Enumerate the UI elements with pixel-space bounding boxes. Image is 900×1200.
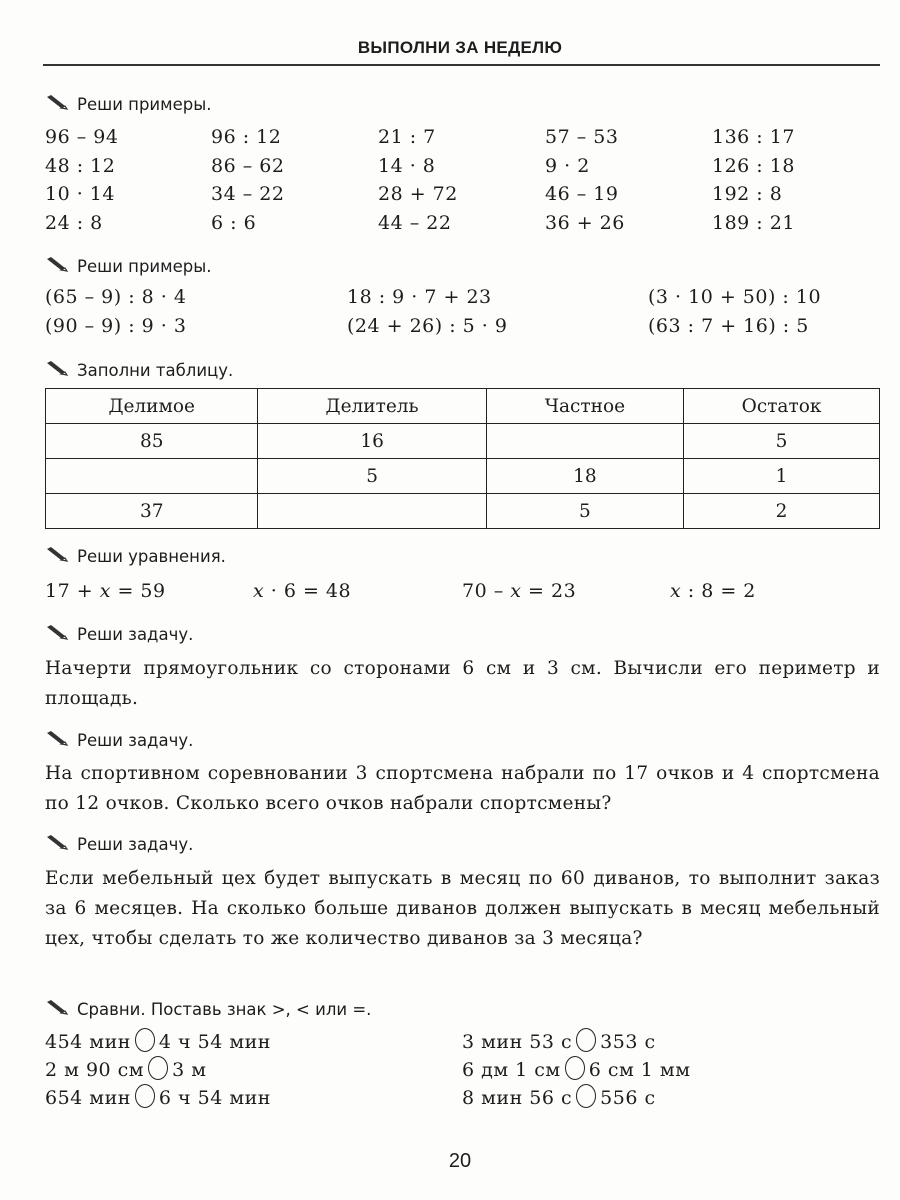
table-cell: 85	[46, 424, 258, 459]
left-value: 654 мин	[45, 1087, 131, 1109]
answer-circle[interactable]	[135, 1084, 155, 1108]
right-value: 353 с	[600, 1031, 656, 1053]
page-title: ВЫПОЛНИ ЗА НЕДЕЛЮ	[357, 38, 563, 57]
example: 96 : 12	[211, 126, 282, 148]
heading-text: Реши примеры.	[77, 257, 212, 276]
example: 34 – 22	[211, 183, 285, 205]
column-header: Частное	[486, 389, 683, 424]
example: 96 – 94	[45, 126, 119, 148]
example: 28 + 72	[378, 183, 458, 205]
equation: x · 6 = 48	[253, 580, 352, 602]
section-heading	[45, 256, 212, 276]
heading-text: Реши задачу.	[77, 731, 194, 750]
heading-text: Сравни. Поставь знак >, < или =.	[77, 1000, 372, 1019]
section-heading	[45, 730, 193, 750]
pencil-icon	[45, 834, 69, 854]
heading-text: Реши примеры.	[77, 95, 212, 114]
example: (3 · 10 + 50) : 10	[648, 286, 822, 308]
example: 6 : 6	[211, 211, 257, 234]
example: 46 – 19	[545, 183, 619, 205]
example: (24 + 26) : 5 · 9	[347, 314, 508, 337]
task-text: Если мебельный цех будет выпускать в месяц по 60 диванов, то выполнит заказ за 6 месяцев. На сколько больше диванов должен выпускать в месяц мебельный цех, чтобы сделать то же количество диванов за 3 месяца?	[45, 868, 880, 949]
pencil-icon	[45, 999, 69, 1019]
pencil-icon	[45, 730, 69, 750]
page-number: 20	[448, 1150, 472, 1172]
answer-circle[interactable]	[576, 1028, 596, 1052]
right-value: 6 ч 54 мин	[158, 1087, 271, 1109]
header-divider	[43, 64, 880, 66]
left-value: 3 мин 53 с	[462, 1031, 573, 1053]
division-table	[45, 388, 880, 529]
comparison-item	[462, 1028, 656, 1053]
table-cell: 5	[258, 459, 486, 494]
pencil-icon	[45, 360, 69, 380]
table-cell: 16	[258, 424, 486, 459]
example: 126 : 18	[712, 154, 795, 177]
example: 10 · 14	[45, 183, 115, 205]
column-header: Делитель	[258, 389, 486, 424]
right-value: 3 м	[172, 1059, 207, 1081]
heading-text: Реши задачу.	[77, 835, 194, 854]
left-value: 454 мин	[45, 1031, 131, 1053]
table-row	[46, 494, 880, 529]
table-cell[interactable]	[486, 424, 683, 459]
equation: 17 + x = 59	[45, 580, 166, 602]
pencil-icon	[45, 256, 69, 276]
heading-text: Реши задачу.	[77, 625, 194, 644]
example: 86 – 62	[211, 154, 285, 177]
example: 36 + 26	[545, 211, 625, 234]
example: 136 : 17	[712, 126, 795, 148]
task-text: Начерти прямоугольник со сторонами 6 см и 3 см. Вычисли его периметр и площадь.	[45, 658, 880, 709]
answer-circle[interactable]	[565, 1056, 585, 1080]
example: 189 : 21	[712, 211, 795, 234]
comparison-item	[462, 1056, 690, 1081]
right-value: 556 с	[600, 1087, 656, 1109]
table-row	[46, 424, 880, 459]
answer-circle[interactable]	[148, 1056, 168, 1080]
right-value: 6 см 1 мм	[588, 1059, 691, 1081]
section-heading	[45, 94, 212, 114]
section-heading	[45, 624, 193, 644]
example: 44 – 22	[378, 211, 452, 234]
table-cell[interactable]	[46, 459, 258, 494]
left-value: 2 м 90 см	[45, 1059, 145, 1081]
table-cell: 5	[684, 424, 880, 459]
section-heading	[45, 360, 233, 380]
pencil-icon	[45, 546, 69, 566]
column-header: Остаток	[684, 389, 880, 424]
comparison-item	[45, 1056, 207, 1081]
comparison-item	[45, 1084, 271, 1109]
example: 24 : 8	[45, 211, 103, 234]
example: 57 – 53	[545, 126, 619, 148]
example: (65 – 9) : 8 · 4	[45, 286, 187, 308]
example: 192 : 8	[712, 183, 783, 205]
example: 9 · 2	[545, 154, 590, 177]
comparison-item	[462, 1084, 656, 1109]
table-cell[interactable]	[258, 494, 486, 529]
table-cell: 1	[684, 459, 880, 494]
table-cell: 18	[486, 459, 683, 494]
example: 48 : 12	[45, 154, 116, 177]
table-cell: 5	[486, 494, 683, 529]
task-text: На спортивном соревновании 3 спортсмена набрали по 17 очков и 4 спортсмена по 12 очков. Сколько всего очков набрали спортсмены?	[45, 763, 880, 814]
answer-circle[interactable]	[576, 1084, 596, 1108]
column-header: Делимое	[46, 389, 258, 424]
table-header	[46, 389, 880, 424]
example: 21 : 7	[378, 126, 436, 148]
section-heading	[45, 834, 193, 854]
example: (90 – 9) : 9 · 3	[45, 314, 187, 337]
pencil-icon	[45, 94, 69, 114]
table-row	[46, 459, 880, 494]
left-value: 8 мин 56 с	[462, 1087, 573, 1109]
equation: 70 – x = 23	[462, 580, 577, 602]
example: 14 · 8	[378, 154, 436, 177]
left-value: 6 дм 1 см	[462, 1059, 561, 1081]
example: (63 : 7 + 16) : 5	[648, 314, 809, 337]
table-cell: 37	[46, 494, 258, 529]
section-heading	[45, 999, 371, 1019]
table-cell: 2	[684, 494, 880, 529]
answer-circle[interactable]	[135, 1028, 155, 1052]
heading-text: Реши уравнения.	[77, 547, 226, 566]
equation: x : 8 = 2	[670, 580, 756, 602]
example: 18 : 9 · 7 + 23	[347, 286, 492, 308]
heading-text: Заполни таблицу.	[77, 361, 234, 380]
comparison-item	[45, 1028, 271, 1053]
pencil-icon	[45, 624, 69, 644]
right-value: 4 ч 54 мин	[158, 1031, 271, 1053]
section-heading	[45, 546, 226, 566]
